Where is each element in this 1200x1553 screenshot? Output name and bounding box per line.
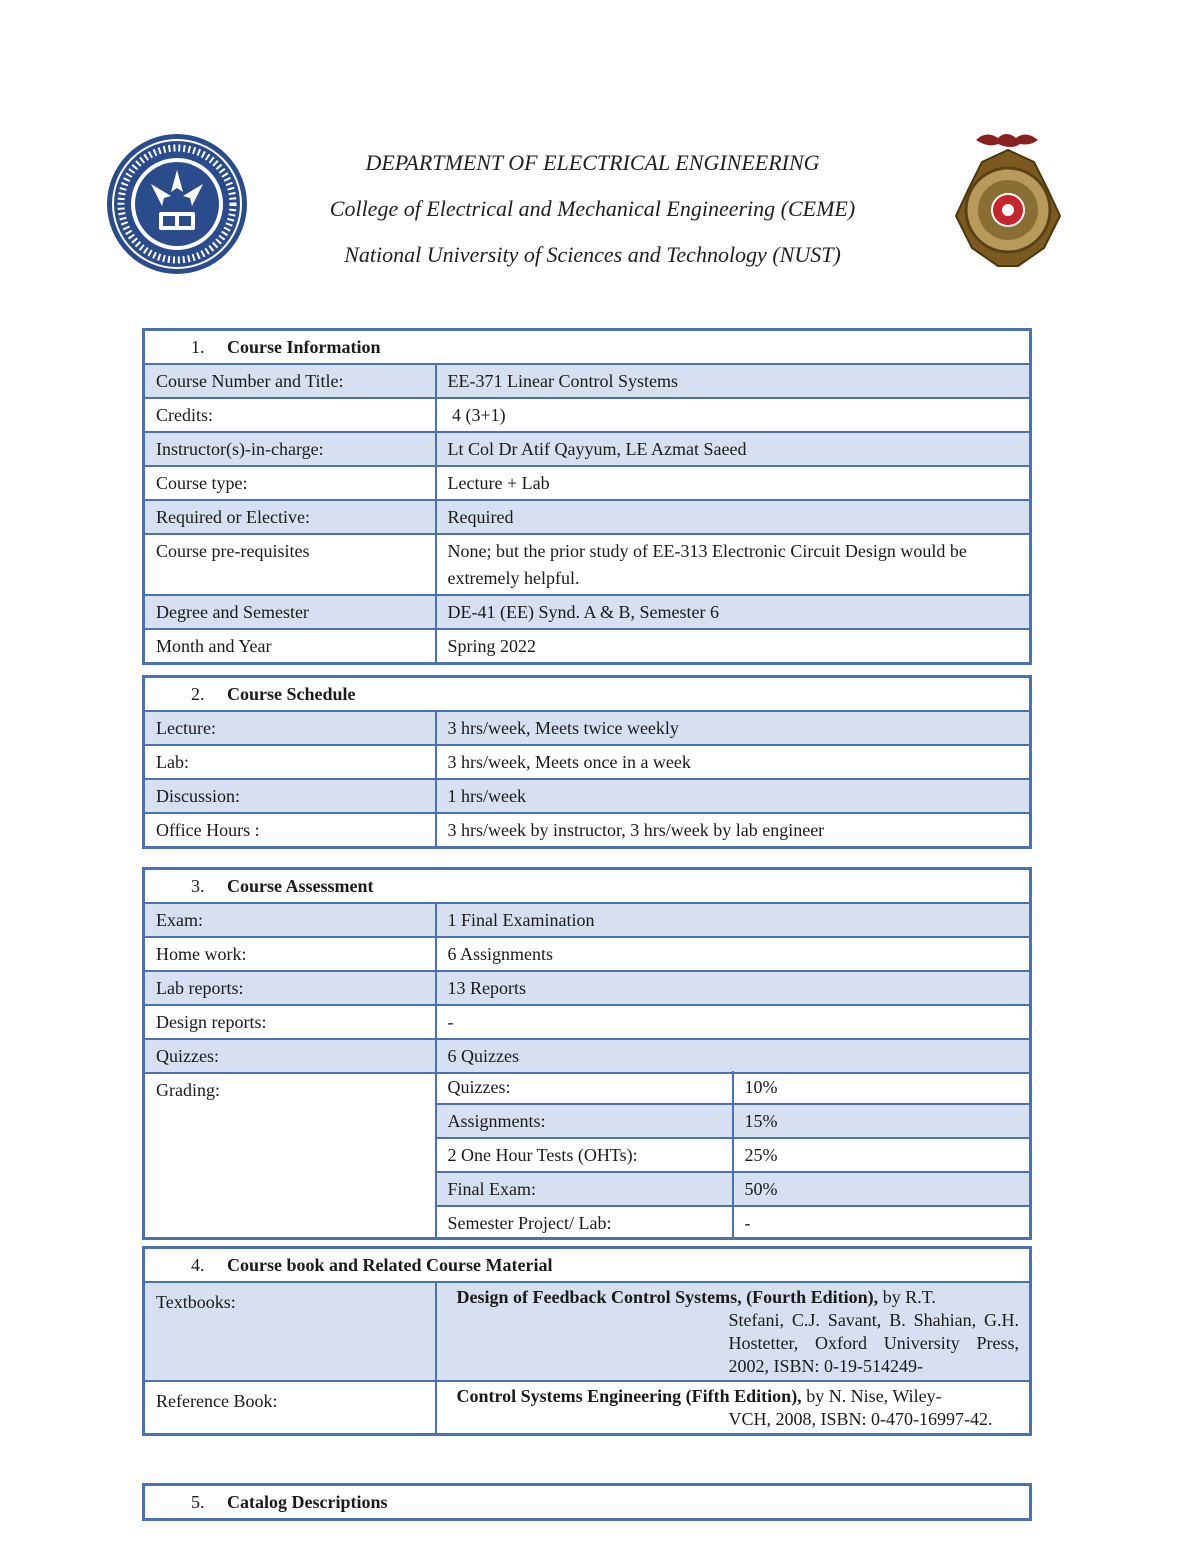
grading-row: Grading: Quizzes: 10% Assignments: 15% 2 One Hour Tests (OHTs): 25% Final Exam: 50% Semester Project/ Lab: - xyxy=(144,1073,1031,1239)
section-title: 5. Catalog Descriptions xyxy=(144,1485,1031,1520)
table-row: Degree and Semester DE-41 (EE) Synd. A & B, Semester 6 xyxy=(144,595,1031,629)
course-schedule-table xyxy=(142,675,1032,849)
university-title: National University of Sciences and Technology (NUST) xyxy=(344,242,841,267)
grading-table xyxy=(437,1071,1030,1239)
table-row: Credits: 4 (3+1) xyxy=(144,398,1031,432)
header-text xyxy=(105,140,1080,278)
grading-row-item: Quizzes: 10% xyxy=(437,1071,1030,1104)
department-title: DEPARTMENT OF ELECTRICAL ENGINEERING xyxy=(365,150,820,175)
course-books-table xyxy=(142,1246,1032,1436)
table-row: Discussion: 1 hrs/week xyxy=(144,779,1031,813)
table-row: Design reports: - xyxy=(144,1005,1031,1039)
table-row: Reference Book: Control Systems Engineering (Fifth Edition), by N. Nise, Wiley- VCH, 2008, ISBN: 0-470-16997-42. xyxy=(144,1381,1031,1435)
section-title: 2. Course Schedule xyxy=(144,677,1031,712)
table-row: Lecture: 3 hrs/week, Meets twice weekly xyxy=(144,711,1031,745)
page-header xyxy=(105,128,1080,278)
table-row: Lab reports: 13 Reports xyxy=(144,971,1031,1005)
grading-row-item: Semester Project/ Lab: - xyxy=(437,1206,1030,1239)
table-row: Exam: 1 Final Examination xyxy=(144,903,1031,937)
table-row: Course Number and Title: EE-371 Linear Control Systems xyxy=(144,364,1031,398)
ceme-crest-icon xyxy=(936,128,1080,278)
table-row: Month and Year Spring 2022 xyxy=(144,629,1031,664)
college-title: College of Electrical and Mechanical Engineering (CEME) xyxy=(329,196,856,221)
table-row: Required or Elective: Required xyxy=(144,500,1031,534)
table-row: Home work: 6 Assignments xyxy=(144,937,1031,971)
grading-row-item: 2 One Hour Tests (OHTs): 25% xyxy=(437,1138,1030,1172)
table-row: Textbooks: Design of Feedback Control Systems, (Fourth Edition), by R.T. Stefani, C.J. Savant, B. Shahian, G.H. Hostetter, Oxford University Press, 2002, ISBN: 0-19-514249- xyxy=(144,1282,1031,1381)
table-row: Course pre-requisites None; but the prior study of EE-313 Electronic Circuit Design would be extremely helpful. xyxy=(144,534,1031,595)
section-title: 1. Course Information xyxy=(144,330,1031,365)
reference-citation: Control Systems Engineering (Fifth Edition), by N. Nise, Wiley- VCH, 2008, ISBN: 0-470-16997-42. xyxy=(436,1381,1031,1435)
grading-breakdown xyxy=(436,1073,1031,1239)
table-row: Office Hours : 3 hrs/week by instructor, 3 hrs/week by lab engineer xyxy=(144,813,1031,848)
catalog-descriptions-table xyxy=(142,1483,1032,1521)
table-row: Quizzes: 6 Quizzes xyxy=(144,1039,1031,1073)
grading-row-item: Final Exam: 50% xyxy=(437,1172,1030,1206)
grading-row-item: Assignments: 15% xyxy=(437,1104,1030,1138)
course-information-table xyxy=(142,328,1032,665)
course-assessment-table xyxy=(142,867,1032,1240)
section-title: 3. Course Assessment xyxy=(144,869,1031,904)
table-row: Lab: 3 hrs/week, Meets once in a week xyxy=(144,745,1031,779)
table-row: Course type: Lecture + Lab xyxy=(144,466,1031,500)
section-title: 4. Course book and Related Course Material xyxy=(144,1248,1031,1283)
table-row: Instructor(s)-in-charge: Lt Col Dr Atif Qayyum, LE Azmat Saeed xyxy=(144,432,1031,466)
textbook-citation: Design of Feedback Control Systems, (Fourth Edition), by R.T. Stefani, C.J. Savant, B. Shahian, G.H. Hostetter, Oxford University Press, 2002, ISBN: 0-19-514249- xyxy=(436,1282,1031,1381)
